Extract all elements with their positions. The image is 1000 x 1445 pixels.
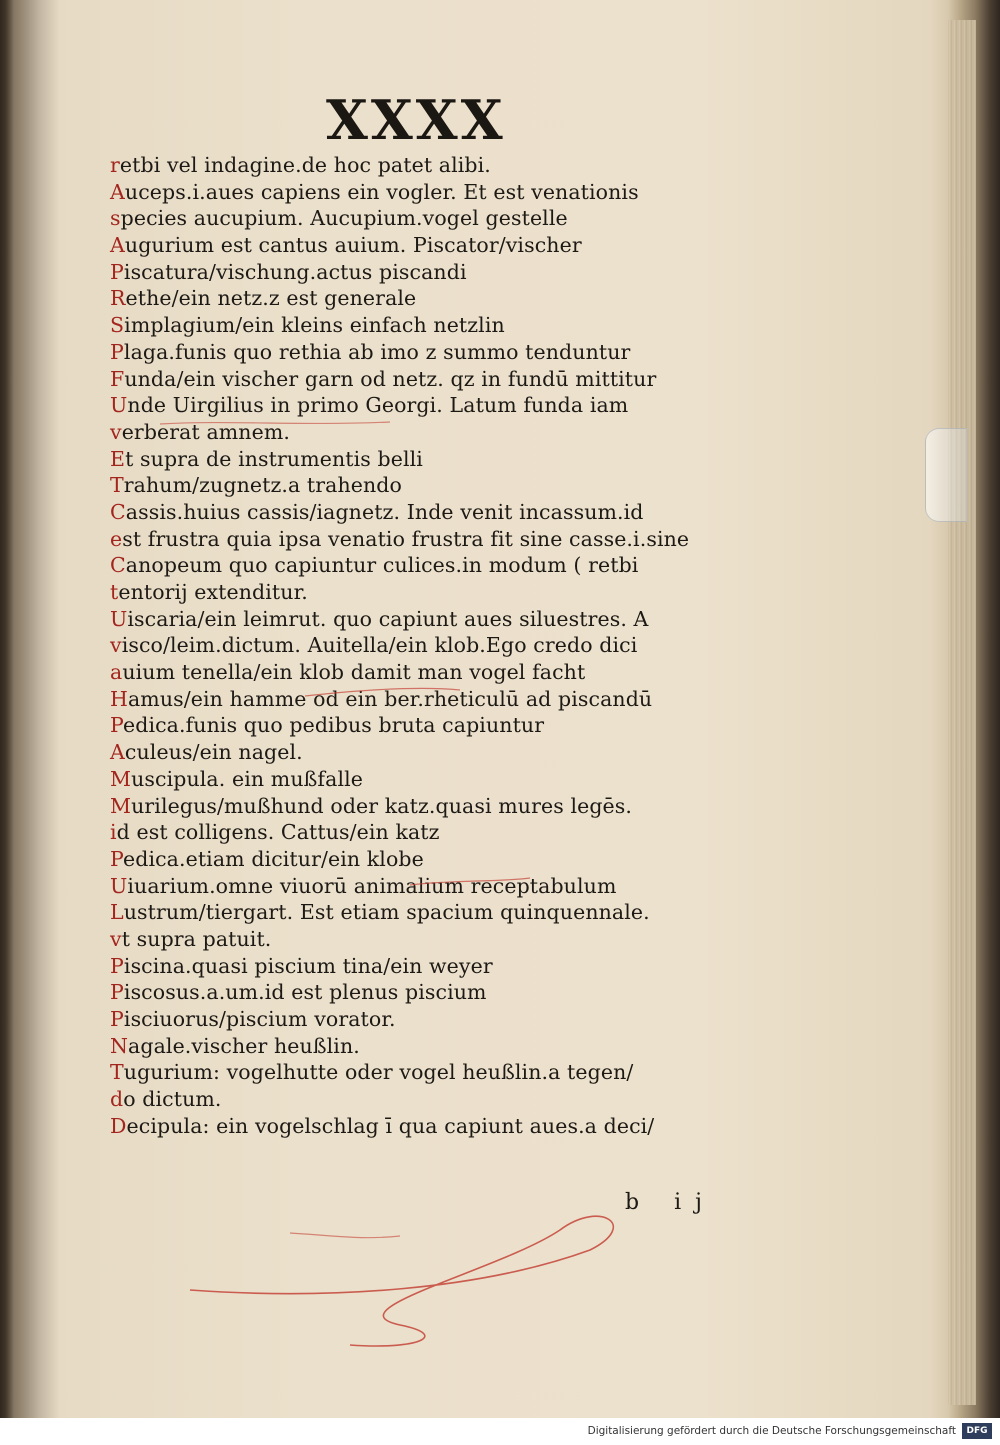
text-line: Pedica.funis quo pedibus bruta capiuntur [110, 713, 545, 738]
red-ink-stroke [410, 878, 530, 885]
text-line: vt supra patuit. [110, 926, 272, 951]
signature-mark: b ij [625, 1190, 716, 1215]
text-line: Piscosus.a.um.id est plenus piscium [110, 980, 487, 1005]
text-line: Lustrum/tiergart. Est etiam spacium quinquennale. [110, 900, 650, 925]
text-line: Simplagium/ein kleins einfach netzlin [110, 313, 505, 338]
text-line: Augurium est cantus auium. Piscator/vischer [110, 233, 582, 258]
text-line: Tugurium: vogelhutte oder vogel heußlin.a tegen/ [110, 1060, 634, 1085]
text-line: tentorij extenditur. [110, 580, 308, 604]
red-ink-stroke [190, 1216, 613, 1346]
text-line: Rethe/ein netz.z est generale [110, 286, 417, 311]
text-line: Cassis.huius cassis/iagnetz. Inde venit incassum.id [110, 499, 644, 524]
text-line: Piscatura/vischung.actus piscandi [110, 259, 467, 284]
text-line: Hamus/ein hamme od ein ber.rheticulū ad piscandū [110, 686, 653, 711]
funding-credit: Digitalisierung gefördert durch die Deutsche Forschungsgemeinschaft [587, 1425, 956, 1437]
text-line: verberat amnem. [110, 419, 291, 444]
text-line: auium tenella/ein klob damit man vogel facht [110, 660, 586, 685]
text-line: Muscipula. ein mußfalle [110, 766, 363, 791]
text-line: Funda/ein vischer garn od netz. qz in fundū mittitur [110, 366, 657, 391]
text-line: Pisciuorus/piscium vorator. [110, 1007, 396, 1031]
text-line: Aculeus/ein nagel. [110, 740, 303, 765]
text-line: Decipula: ein vogelschlag ī qua capiunt aues.a deci/ [110, 1113, 655, 1138]
text-line: Piscina.quasi piscium tina/ein weyer [110, 953, 493, 978]
text-line: id est colligens. Cattus/ein katz [110, 820, 440, 845]
red-ink-stroke [305, 688, 460, 696]
text-line: Nagale.vischer heußlin. [110, 1033, 360, 1058]
red-ink-stroke [160, 422, 390, 424]
text-line: Et supra de instrumentis belli [110, 446, 423, 471]
text-line: Pedica.etiam dicitur/ein klobe [110, 846, 424, 871]
text-line: Unde Uirgilius in primo Georgi. Latum funda iam [110, 393, 629, 418]
text-line: Canopeum quo capiuntur culices.in modum ( retbi [110, 553, 639, 578]
dfg-logo: DFG [962, 1423, 992, 1439]
text-line: Murilegus/mußhund oder katz.quasi mures legēs. [110, 793, 633, 818]
text-line: Auceps.i.aues capiens ein vogler. Et est venationis [110, 179, 639, 204]
folio-number: XXXX [326, 88, 506, 152]
text-line: visco/leim.dictum. Auitella/ein klob.Ego credo dici [110, 633, 638, 658]
text-line: Plaga.funis quo rethia ab imo z summo tenduntur [110, 339, 631, 364]
footer-bar [0, 1418, 1000, 1445]
text-line: Trahum/zugnetz.a trahendo [110, 473, 402, 498]
text-line: do dictum. [110, 1087, 222, 1112]
text-line: Uiuarium.omne viuorū animalium receptabulum [110, 873, 617, 898]
text-line: est frustra quia ipsa venatio frustra fit sine casse.i.sine [110, 526, 690, 551]
text-line: Uiscaria/ein leimrut. quo capiunt aues siluestres. A [110, 606, 649, 631]
text-line: species aucupium. Aucupium.vogel gestelle [110, 206, 568, 231]
text-line: retbi vel indagine.de hoc patet alibi. [110, 153, 491, 177]
red-ink-stroke [290, 1233, 400, 1238]
